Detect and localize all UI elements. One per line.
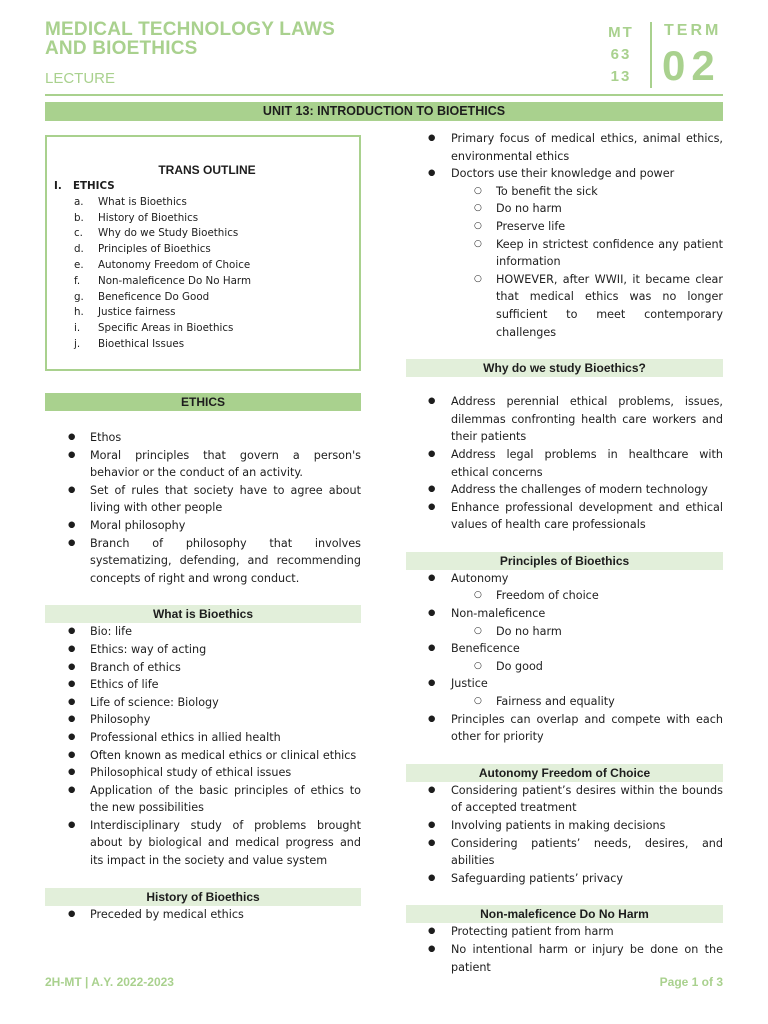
outline-main-num: I. — [54, 180, 62, 192]
list-item: ● Address the challenges of modern technology — [406, 481, 723, 499]
outline-item — [47, 321, 359, 337]
list-item — [406, 605, 723, 640]
list-item: ● Involving patients in making decisions — [406, 817, 723, 835]
principles-list — [406, 570, 723, 746]
sublist-item: ○ Do no harm — [406, 200, 723, 218]
list-item — [406, 640, 723, 675]
outline-item-label: Principles of Bioethics — [98, 243, 211, 256]
list-item: ● Safeguarding patients’ privacy — [406, 870, 723, 888]
outline-item-num: b. — [74, 211, 84, 224]
outline-item-label: Bioethical Issues — [98, 337, 185, 350]
outline-item — [47, 274, 359, 290]
list-item: ● Often known as medical ethics or clinical ethics — [45, 747, 361, 765]
outline-item-label: Specific Areas in Bioethics — [98, 322, 234, 335]
why-study-list — [406, 393, 723, 534]
term-label: TERM — [664, 22, 722, 39]
list-item: ● Professional ethics in allied health — [45, 729, 361, 747]
outline-item-num: e. — [74, 258, 84, 271]
outline-title: TRANS OUTLINE — [158, 163, 256, 177]
section-heading-non-maleficence: Non-maleficence Do No Harm — [406, 905, 723, 923]
what-is-bioethics-list — [45, 623, 361, 869]
course-code — [604, 22, 638, 88]
outline-main-label: ETHICS — [73, 180, 115, 192]
list-item: ● Primary focus of medical ethics, animal ethics, environmental ethics — [406, 130, 723, 165]
course-code-line1: MT — [608, 24, 634, 41]
list-item: ● Enhance professional development and ethical values of health care professionals — [406, 499, 723, 534]
outline-item-label: Beneficence Do Good — [98, 290, 210, 303]
outline-item-num: j. — [74, 337, 81, 350]
document-subtitle: LECTURE — [45, 70, 116, 87]
list-item: ● Branch of philosophy that involves systematizing, defending, and recommending concepts of right and wrong conduct. — [45, 535, 361, 588]
outline-item-num: h. — [74, 306, 84, 319]
list-item: ● Set of rules that society have to agree about living with other people — [45, 482, 361, 517]
footer-class-year: 2H-MT | A.Y. 2022-2023 — [45, 975, 174, 989]
outline-item — [47, 337, 359, 353]
outline-item — [47, 226, 359, 242]
sublist-item: ○ To benefit the sick — [406, 183, 723, 201]
header-rule — [45, 94, 723, 96]
sublist-item: ○ HOWEVER, after WWII, it became clear that medical ethics was no longer sufficient to meet contemporary challenges — [406, 271, 723, 341]
autonomy-list — [406, 782, 723, 888]
list-item: ● Interdisciplinary study of problems brought about by biological and medical progress and its impact in the society and value system — [45, 817, 361, 870]
outline-item-label: Non-maleficence Do No Harm — [98, 274, 251, 287]
list-item-text: Justice — [451, 677, 488, 691]
section-heading-what-is-bioethics: What is Bioethics — [45, 605, 361, 623]
outline-item — [47, 290, 359, 306]
list-item: ● Philosophical study of ethical issues — [45, 764, 361, 782]
page-header — [0, 0, 768, 96]
outline-item-label: What is Bioethics — [98, 195, 187, 208]
header-divider — [650, 22, 652, 88]
principle-sublist — [406, 693, 723, 711]
outline-item-label: Justice fairness — [98, 306, 176, 319]
outline-item — [47, 258, 359, 274]
history-list — [45, 906, 361, 924]
unit-title: UNIT 13: INTRODUCTION TO BIOETHICS — [45, 102, 723, 121]
list-item: ● Address perennial ethical problems, issues, dilemmas confronting health care workers and their patients — [406, 393, 723, 446]
list-item: ● Ethics: way of acting — [45, 641, 361, 659]
outline-item-num: f. — [74, 274, 81, 287]
list-item — [406, 675, 723, 710]
ethics-list — [45, 429, 361, 587]
trans-outline-box — [45, 135, 361, 371]
sublist-item: ○ Keep in strictest confidence any patient information — [406, 236, 723, 271]
outline-item-num: d. — [74, 243, 84, 256]
principle-sublist — [406, 658, 723, 676]
left-column — [45, 135, 361, 923]
principle-sublist — [406, 623, 723, 641]
document-title-line2: AND BIOETHICS — [45, 38, 198, 59]
document-title — [45, 20, 405, 58]
list-item: ● Life of science: Biology — [45, 694, 361, 712]
footer-page-number: Page 1 of 3 — [659, 975, 723, 989]
list-item — [406, 165, 723, 341]
sublist-item: ○ Freedom of choice — [406, 587, 723, 605]
list-item: ● Considering patients’ needs, desires, and abilities — [406, 835, 723, 870]
course-code-line2: 63 — [610, 46, 632, 63]
list-item: ● Branch of ethics — [45, 659, 361, 677]
list-item: ● Principles can overlap and compete with each other for priority — [406, 711, 723, 746]
sublist-item: ○ Do good — [406, 658, 723, 676]
outline-item-label: Why do we Study Bioethics — [98, 227, 239, 240]
outline-item — [47, 242, 359, 258]
section-heading-ethics: ETHICS — [45, 393, 361, 411]
list-item: ● Application of the basic principles of ethics to the new possibilities — [45, 782, 361, 817]
non-maleficence-list — [406, 923, 723, 976]
right-column — [406, 130, 723, 976]
outline-item-num: g. — [74, 290, 84, 303]
history-continued-list — [406, 130, 723, 341]
section-heading-why-study-bioethics: Why do we study Bioethics? — [406, 359, 723, 377]
sublist-item: ○ Do no harm — [406, 623, 723, 641]
outline-item — [47, 305, 359, 321]
outline-main-item — [47, 179, 359, 195]
list-item: ● No intentional harm or injury be done on the patient — [406, 941, 723, 976]
section-heading-history-of-bioethics: History of Bioethics — [45, 888, 361, 906]
document-title-line1: MEDICAL TECHNOLOGY LAWS — [45, 19, 335, 40]
doctors-sublist — [406, 183, 723, 341]
list-item: ● Ethics of life — [45, 676, 361, 694]
outline-item — [47, 195, 359, 211]
sublist-item: ○ Fairness and equality — [406, 693, 723, 711]
course-code-line3: 13 — [610, 68, 632, 85]
list-item — [406, 570, 723, 605]
outline-item — [47, 211, 359, 227]
outline-item-label: Autonomy Freedom of Choice — [98, 258, 251, 271]
list-item: ● Moral principles that govern a person's behavior or the conduct of an activity. — [45, 447, 361, 482]
list-item-text: Non-maleficence — [451, 607, 546, 621]
outline-item-num: a. — [74, 195, 84, 208]
list-item: ● Considering patient’s desires within the bounds of accepted treatment — [406, 782, 723, 817]
list-item: ● Bio: life — [45, 623, 361, 641]
list-item: ● Philosophy — [45, 711, 361, 729]
list-item: ● Protecting patient from harm — [406, 923, 723, 941]
term-number: 02 — [662, 42, 721, 89]
principle-sublist — [406, 587, 723, 605]
list-item-text: Doctors use their knowledge and power — [451, 167, 675, 181]
list-item: ● Preceded by medical ethics — [45, 906, 361, 924]
list-item: ● Ethos — [45, 429, 361, 447]
section-heading-autonomy: Autonomy Freedom of Choice — [406, 764, 723, 782]
outline-item-num: i. — [74, 322, 81, 335]
list-item-text: Autonomy — [451, 571, 509, 585]
list-item-text: Beneficence — [451, 642, 520, 656]
section-heading-principles: Principles of Bioethics — [406, 552, 723, 570]
list-item: ● Moral philosophy — [45, 517, 361, 535]
outline-item-num: c. — [74, 227, 83, 240]
sublist-item: ○ Preserve life — [406, 218, 723, 236]
list-item: ● Address legal problems in healthcare with ethical concerns — [406, 446, 723, 481]
outline-item-label: History of Bioethics — [98, 211, 199, 224]
